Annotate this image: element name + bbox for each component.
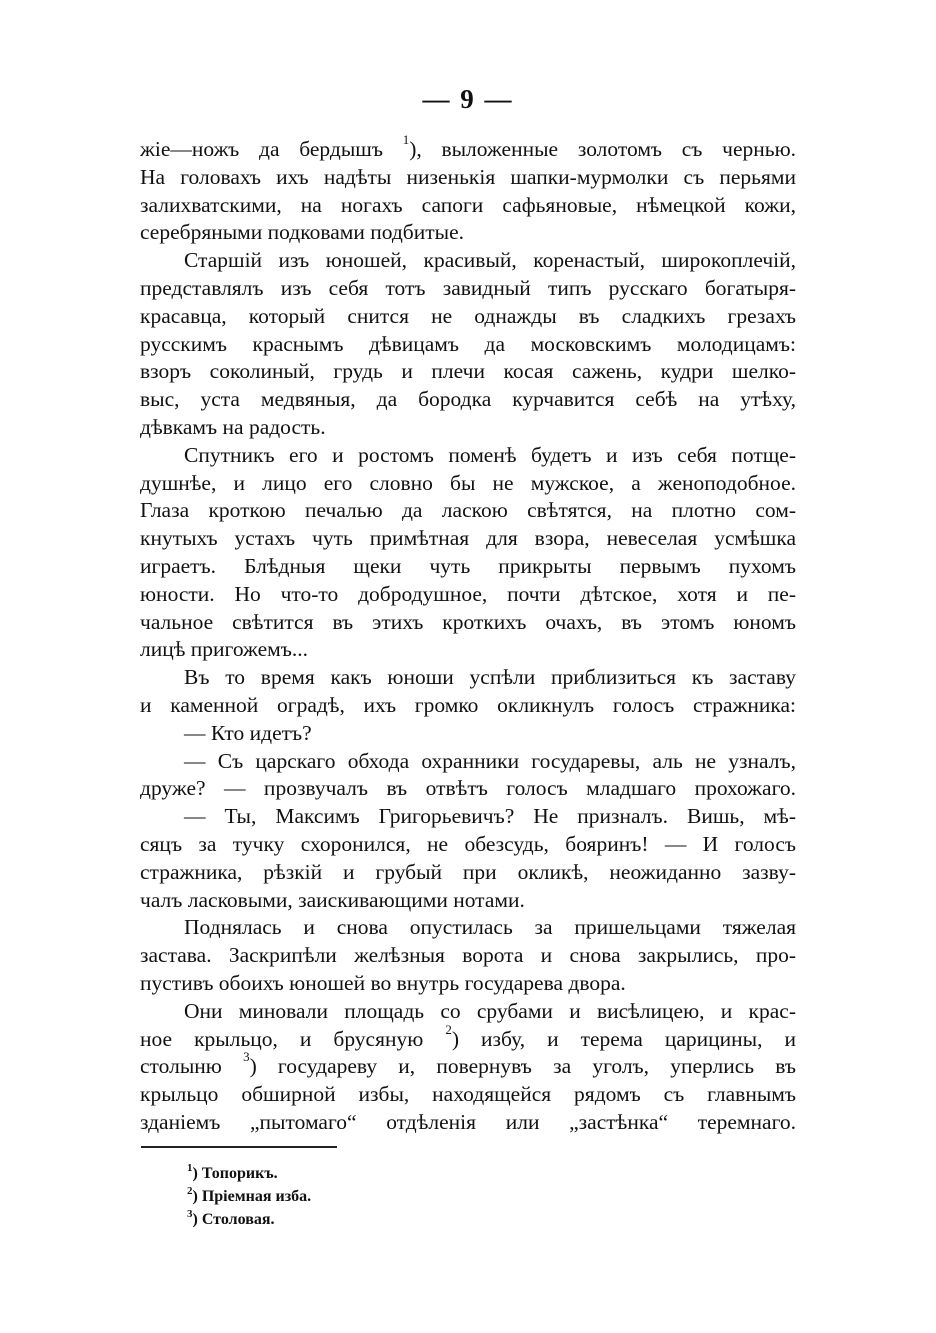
footnote-1: [187, 1162, 311, 1185]
text-line: залихватскими, на ногахъ сапоги сафьяновые, нѣмецкой кожи,: [140, 192, 796, 217]
text-line: Поднялась и снова опустилась за пришельцами тяжелая: [184, 915, 796, 940]
text-line: и каменной оградѣ, ихъ громко окликнулъ голосъ стражника:: [140, 692, 796, 717]
text-line: сяцъ за тучку схоронился, не обезсудь, бояринъ! — И голосъ: [140, 831, 796, 856]
text-fragment: ) избу, и терема царицины, и: [451, 1026, 797, 1051]
footnote-number: 3: [187, 1208, 193, 1220]
body-text: [140, 132, 797, 1137]
text-fragment: ) государеву и, повернувъ за уголъ, уперлись въ: [249, 1054, 797, 1079]
text-line: Въ то время какъ юноши успѣли приблизиться къ заставу: [184, 665, 796, 690]
text-line: юности. Но что-то добродушное, почти дѣтское, хотя и пе-: [140, 581, 796, 606]
text-line: играетъ. Блѣдныя щеки чуть прикрыты первымъ пухомъ: [140, 553, 796, 578]
text-line: Старшій изъ юношей, красивый, коренастый, широкоплечій,: [184, 248, 796, 273]
footnote-ref: 3: [243, 1049, 250, 1065]
text-line: русскимъ краснымъ дѣвицамъ да московскимъ молодицамъ:: [140, 331, 796, 356]
text-fragment: ), выложенные золотомъ съ чернью.: [409, 137, 797, 161]
footnote-divider: [141, 1146, 337, 1148]
paragraph-8: [140, 914, 796, 997]
text-line: На головахъ ихъ надѣты низенькія шапки-мурмолки съ перьями: [140, 164, 796, 189]
text-line: застава. Заскрипѣли желѣзныя ворота и снова закрылись, про-: [140, 943, 796, 968]
text-fragment: столыню: [140, 1054, 222, 1079]
text-line: пустивъ обоихъ юношей во внутрь государева двора.: [140, 970, 626, 995]
footnote-number: 2: [187, 1185, 193, 1197]
footnote-number: 1: [187, 1162, 193, 1174]
text-line: взоръ соколиный, грудь и плечи косая сажень, кудри шелко-: [140, 359, 796, 384]
text-line: [140, 132, 797, 164]
footnote-2: [187, 1185, 311, 1208]
text-line: красавца, который снится не однажды въ сладкихъ грезахъ: [140, 303, 796, 328]
footnote-ref: 2: [445, 1021, 452, 1037]
text-line: представлялъ изъ себя тотъ завидный типъ русскаго богатыря-: [140, 275, 796, 300]
text-line: [140, 1021, 797, 1054]
footnote-ref: 1: [402, 132, 410, 147]
page-number: — 9 —: [422, 84, 514, 114]
footnote-text: ) Столовая.: [192, 1211, 275, 1228]
paragraph-3: [140, 442, 796, 664]
text-line: Спутникъ его и ростомъ поменѣ будетъ и изъ себя потще-: [184, 442, 796, 467]
footnote-text: ) Топорикъ.: [192, 1165, 278, 1182]
footnotes: [187, 1162, 311, 1231]
paragraph-9: [140, 998, 796, 1137]
paragraph-5: [140, 720, 796, 748]
text-line: [140, 1049, 797, 1081]
text-line: зданіемъ „пытомаго“ отдѣленія или „застѣнка“ теремнаго.: [140, 1109, 796, 1134]
text-line: — Съ царскаго обхода охранники государевы, аль не узналъ,: [184, 748, 796, 773]
text-line: чальное свѣтится въ этихъ кроткихъ очахъ, въ этомъ юномъ: [140, 609, 796, 634]
text-line: дѣвкамъ на радость.: [140, 414, 326, 439]
paragraph-1: [140, 132, 797, 247]
paragraph-4: [140, 664, 796, 720]
paragraph-7: [140, 803, 796, 914]
text-line: — Кто идетъ?: [184, 720, 312, 745]
footnote-text: ) Пріемная изба.: [192, 1188, 312, 1205]
text-line: Они миновали площадь со срубами и висѣлицею, и крас-: [184, 998, 796, 1023]
text-fragment: ное крыльцо, и брусяную: [140, 1026, 424, 1051]
text-line: крыльцо обширной избы, находящейся рядомъ съ главнымъ: [140, 1082, 796, 1107]
text-fragment: жіе—ножъ да бердышъ: [140, 137, 383, 161]
text-line: — Ты, Максимъ Григорьевичъ? Не призналъ. Вишь, мѣ-: [184, 804, 796, 829]
text-line: стражника, рѣзкій и грубый при окликѣ, неожиданно зазву-: [140, 859, 796, 884]
paragraph-2: [140, 247, 796, 442]
text-line: серебряными подковами подбитые.: [140, 220, 465, 245]
text-line: чалъ ласковыми, заискивающими нотами.: [140, 887, 525, 912]
text-line: Глаза кроткою печалью да ласкою свѣтятся, на плотно сом-: [140, 498, 796, 523]
footnote-3: [187, 1208, 311, 1231]
paragraph-6: [140, 748, 796, 804]
text-line: выс, уста медвяныя, да бородка курчавится себѣ на утѣху,: [140, 387, 796, 412]
text-line: душнѣе, и лицо его словно бы не мужское, а женоподобное.: [140, 470, 796, 495]
text-line: друже? — прозвучалъ въ отвѣтъ голосъ младшаго прохожаго.: [140, 776, 796, 801]
text-line: кнутыхъ устахъ чуть примѣтная для взора, невеселая усмѣшка: [140, 526, 796, 551]
text-line: лицѣ пригожемъ...: [140, 637, 309, 662]
